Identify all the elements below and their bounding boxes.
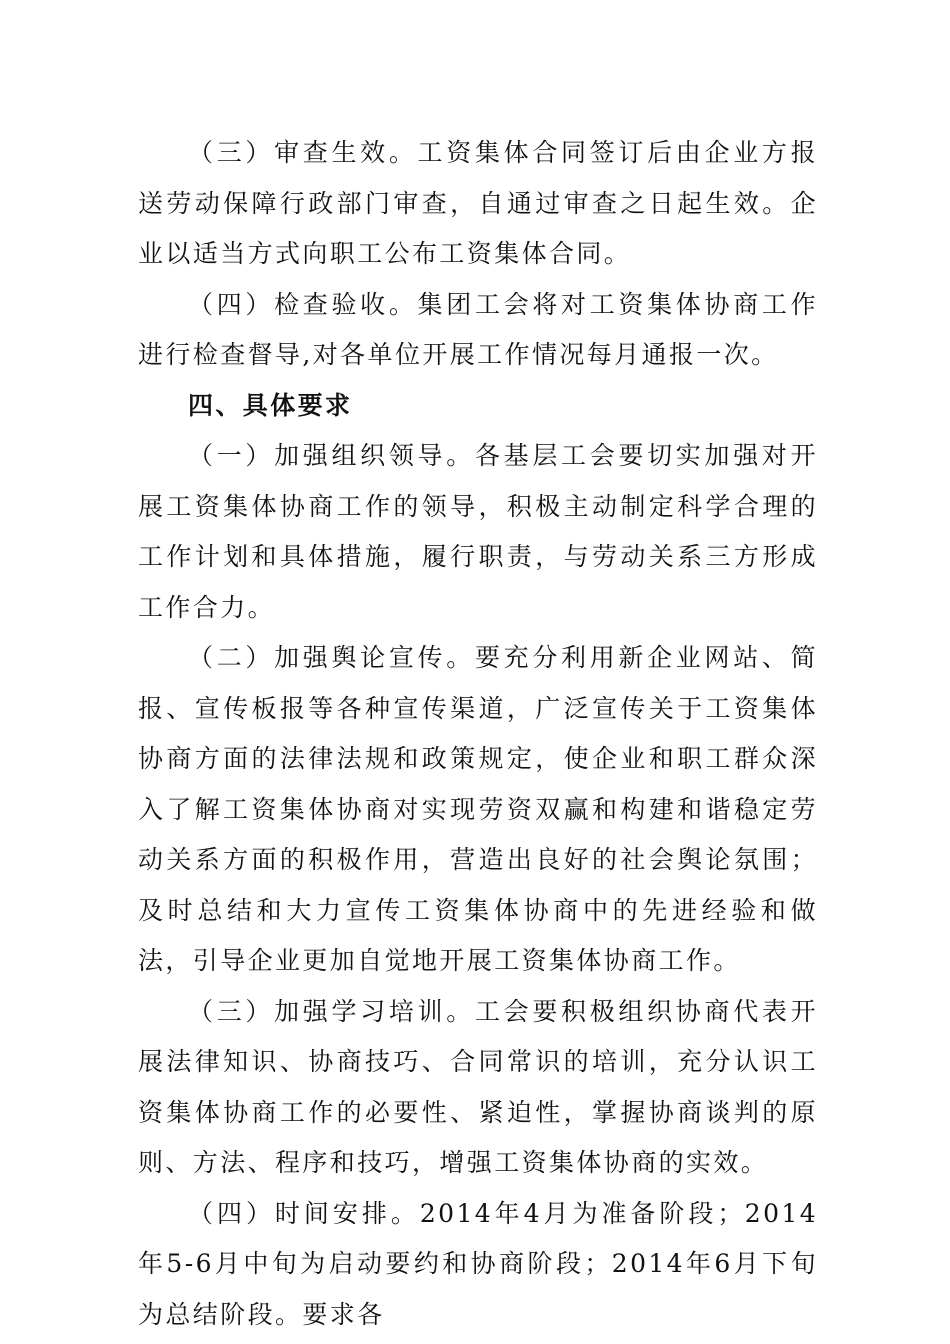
document-body bbox=[138, 128, 818, 1340]
section-heading-specific-requirements: 四、具体要求 bbox=[188, 390, 353, 420]
paragraph-training: （三）加强学习培训。工会要积极组织协商代表开展法律知识、协商技巧、合同常识的培训，充分认识工资集体协商工作的必要性、紧迫性，掌握协商谈判的原则、方法、程序和技巧，增强工资集体协商的实效。 bbox=[138, 996, 818, 1177]
paragraph-schedule: （四）时间安排。2014年4月为准备阶段；2014年5-6月中旬为启动要约和协商阶段；2014年6月下旬为总结阶段。要求各 bbox=[138, 1198, 818, 1329]
paragraph-inspection-acceptance: （四）检查验收。集团工会将对工资集体协商工作进行检查督导,对各单位开展工作情况每月通报一次。 bbox=[138, 289, 818, 369]
paragraph-publicity: （二）加强舆论宣传。要充分利用新企业网站、简报、宣传板报等各种宣传渠道，广泛宣传关于工资集体协商方面的法律法规和政策规定，使企业和职工群众深入了解工资集体协商对实现劳资双赢和构建和谐稳定劳动关系方面的积极作用，营造出良好的社会舆论氛围；及时总结和大力宣传工资集体协商中的先进经验和做法，引导企业更加自觉地开展工资集体协商工作。 bbox=[138, 643, 818, 975]
paragraph-organization-leadership: （一）加强组织领导。各基层工会要切实加强对开展工资集体协商工作的领导，积极主动制定科学合理的工作计划和具体措施，履行职责，与劳动关系三方形成工作合力。 bbox=[138, 441, 818, 622]
paragraph-review-effective: （三）审查生效。工资集体合同签订后由企业方报送劳动保障行政部门审查，自通过审查之日起生效。企业以适当方式向职工公布工资集体合同。 bbox=[138, 138, 818, 268]
